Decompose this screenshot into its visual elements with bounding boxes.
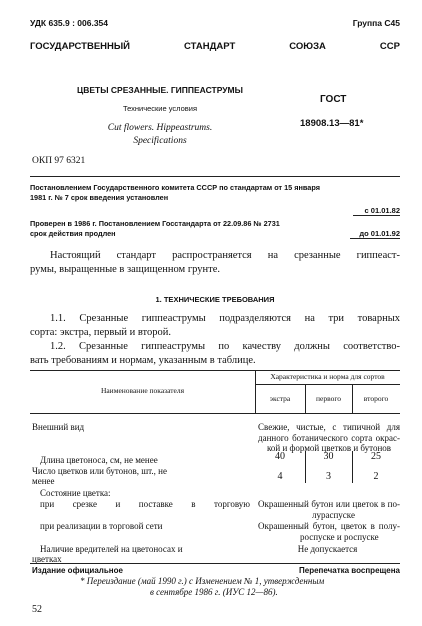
table-border-top [30,370,400,371]
row-condition-retail-value-2: роспуске и роспуске [300,532,379,542]
row-flower-condition-name: Состояние цветка: [40,488,111,498]
document-subtitle: Технические условия [122,104,198,113]
paragraph-1-2-line-1: 1.2. Срезанные гиппеаструмы по качеству должны соответство- [50,341,400,352]
date-underline-1 [353,215,400,216]
official-edition: Издание официальное [32,566,123,575]
intro-line-1: Настоящий стандарт распространяется на срезанные гиппеаст- [50,250,400,261]
table-header-split [255,384,400,385]
row-stem-length-second: 25 [371,451,381,462]
introduction-date: с 01.01.82 [364,206,400,215]
gost-label: ГОСТ [320,94,347,105]
reissue-note-2: в сентябре 1986 г. (ИУС 12—86). [150,587,278,597]
decree-line-2: 1981 г. № 7 срок введения установлен [30,193,169,202]
gost-number: 18908.13—81* [300,118,364,129]
row-pests-value: Не допускается [297,544,358,554]
date-underline-2 [350,238,400,239]
row-pests-name-1: Наличие вредителей на цветоносах и [40,544,183,554]
english-title: Cut flowers. Hippeastrums. [107,123,213,133]
column-second: второго [363,394,389,403]
row-appearance-value-2: данного ботанического сорта окрас- [258,433,400,443]
page-number: 52 [32,604,42,615]
reprint-prohibited: Перепечатка воспрещена [299,566,400,575]
column-first: первого [316,394,341,403]
okp-code: ОКП 97 6321 [32,156,86,166]
intro-line-2: румы, выращенные в защищенном грунте. [30,264,220,275]
row-flower-count-name-1: Число цветков или бутонов, шт., не [32,466,167,476]
row-flower-count-name-2: менее [32,476,55,486]
decree-line-1: Постановлением Государственного комитета СССР по стандартам от 15 января [30,183,320,192]
row-appearance-value-3: кой и формой цветков и бутонов [266,443,392,453]
document-title: ЦВЕТЫ СРЕЗАННЫЕ. ГИППЕАСТРУМЫ [77,85,243,95]
reissue-note-1: * Переиздание (май 1990 г.) с Изменением № 1, утвержденным [80,576,325,586]
divider-top [30,176,400,177]
row-pests-name-2: цветках [32,554,62,564]
paragraph-1-1-line-1: 1.1. Срезанные гиппеаструмы подразделяются на три товарных [50,313,400,324]
table-header-bottom [30,413,400,414]
row-flower-count-second: 2 [373,471,379,482]
row-flower-count-extra: 4 [277,471,283,482]
section-heading: 1. ТЕХНИЧЕСКИЕ ТРЕБОВАНИЯ [155,295,275,304]
row-condition-cutting-name: при срезке и поставке в торговую [40,499,250,509]
paragraph-1-1-line-2: сорта: экстра, первый и второй. [30,327,171,338]
column-extra: экстра [269,394,291,403]
row-flower-count-first: 3 [326,471,331,482]
row-stem-length-name: Длина цветоноса, см, не менее [40,455,158,465]
extension-line: срок действия продлен [30,229,116,238]
column-group-header: Характеристика и норма для сортов [270,372,385,381]
group-code: Группа С45 [352,18,400,28]
standard-banner: ГОСУДАРСТВЕННЫЙ СТАНДАРТ СОЮЗА ССР [30,41,400,52]
row-appearance-value-1: Свежие, чистые, с типичной для [258,422,400,432]
table-border-bottom [30,563,400,564]
udk-code: УДК 635.9 : 006.354 [30,18,109,28]
expiry-date: до 01.01.92 [359,229,400,238]
row-condition-cutting-value-2: лураспуске [312,510,355,520]
row-condition-retail-value-1: Окрашенный бутон, цветок в полу- [258,521,400,531]
row-appearance-name: Внешний вид [32,422,85,432]
row-stem-length-first: 30 [323,451,334,462]
row-stem-length-extra: 40 [275,451,285,462]
paragraph-1-2-line-2: вать требованиям и нормам, указанным в таблице. [30,355,256,366]
row-condition-cutting-value-1: Окрашенный бутон или цветок в по- [258,499,400,509]
column-indicator-name: Наименование показателя [100,386,185,395]
row-condition-retail-name: при реализации в торговой сети [40,521,163,531]
english-subtitle: Specifications [133,136,187,146]
review-line: Проверен в 1986 г. Постановлением Госстандарта от 22.09.86 № 2731 [30,219,280,228]
